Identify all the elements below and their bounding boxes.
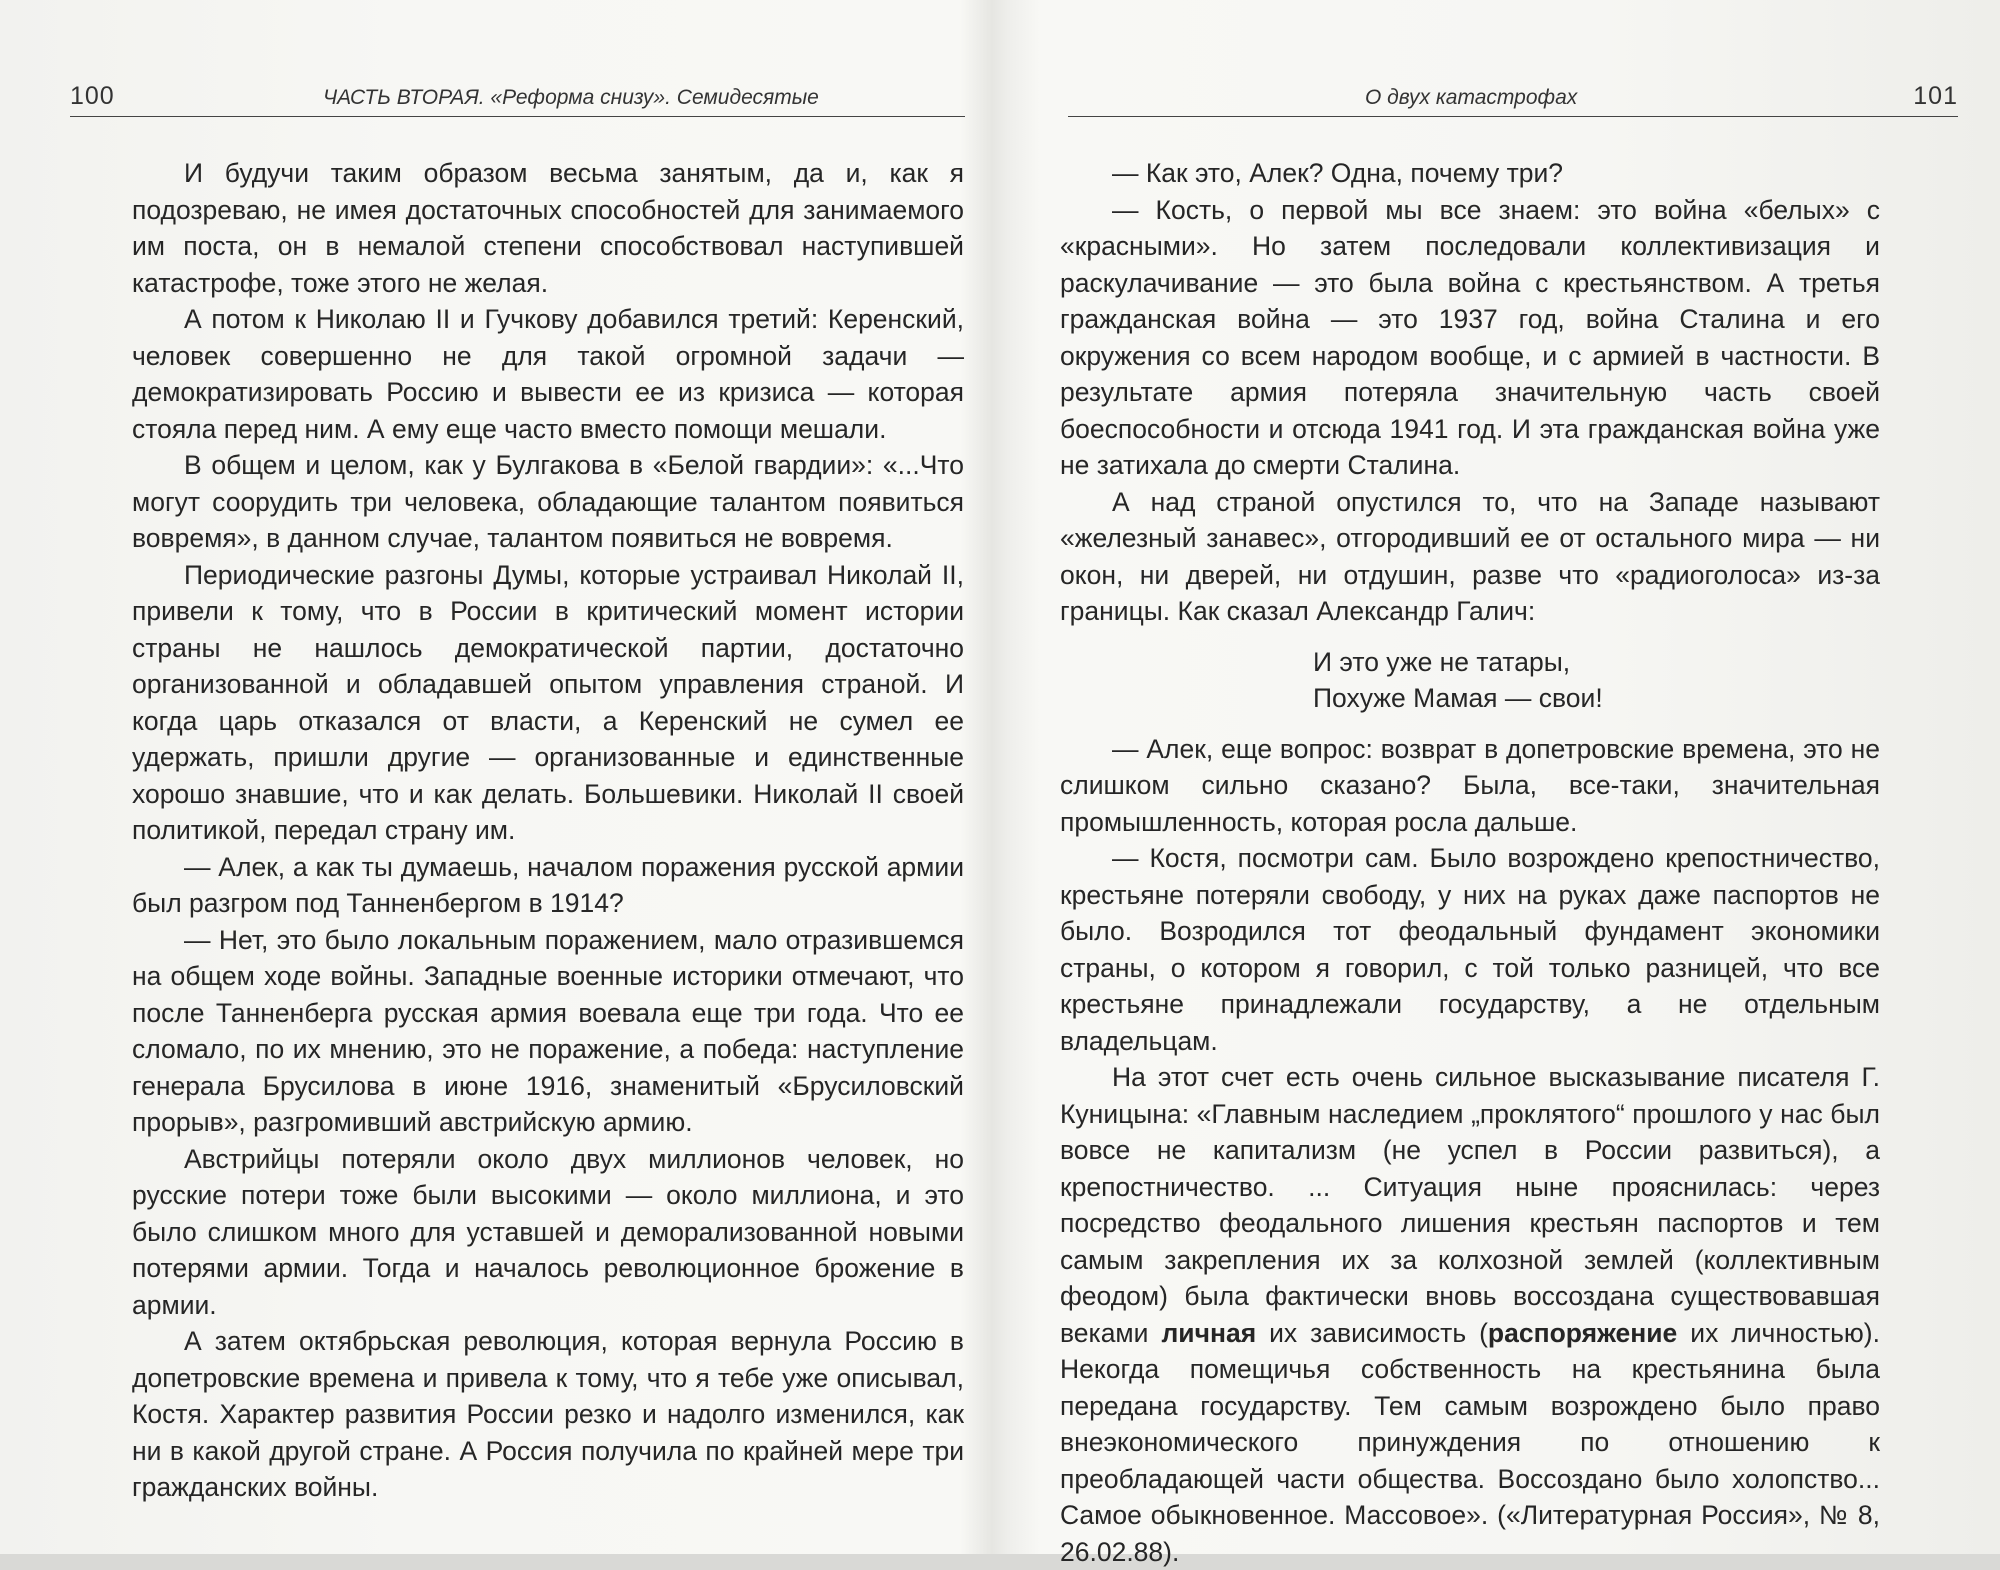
left-page (0, 0, 1000, 1554)
poem-quote (1060, 644, 1880, 717)
quote-text: их личностью). Некогда помещичья собственность на крестьянина была передана государству. Тем самым возрождено было право внеэкономического принуждения по отношению к преобладающей части общества. Воссоздано было холопство... Самое обыкновенное. Массовое». («Литературная Россия», № 8, 26.02.88). (1060, 1317, 1880, 1567)
running-head: О двух катастрофах (1365, 86, 1578, 109)
paragraph: А над страной опустился то, что на Западе называют «железный занавес», отгородивший ее от остального мира — ни окон, ни дверей, ни отдушин, разве что «радиоголоса» из-за границы. Как сказал Александр Галич: (1060, 486, 1880, 626)
bold-word: личная (1161, 1317, 1257, 1348)
paragraph: И будучи таким образом весьма занятым, да и, как я подозреваю, не имея достаточных способностей для занимаемого им поста, он в немалой степени способствовал наступившей катастрофе, тоже этого не желая. (132, 158, 964, 298)
quote-text: На этот счет есть очень сильное высказывание писателя Г. Куницына: «Главным наследием „проклятого“ прошлого у нас был вовсе не капитализм (не успел в России развиться), а крепостничество. ... Ситуация ныне прояснилась: через посредство феодального лишения крестьян паспортов и тем самым закрепления их за колхозной землей (коллективным феодом) была фактически вновь воссоздана существовавшая веками (1060, 1062, 1880, 1348)
paragraph: — Нет, это было локальным поражением, мало отразившемся на общем ходе войны. Западные военные историки отмечают, что после Танненберга русская армия воевала еще три года. Что ее сломало, по их мнению, это не поражение, а победа: наступление генерала Брусилова в июне 1916, знаменитый «Брусиловский прорыв», разгромивший австрийскую армию. (132, 924, 964, 1137)
left-page-header (70, 82, 965, 117)
paragraph: Австрийцы потеряли около двух миллионов человек, но русские потери тоже были высокими — около миллиона, и это было слишком много для уставшей и деморализованной новыми потерями армии. Тогда и началось революционное брожение в армии. (132, 1143, 964, 1320)
quote-text: их зависимость ( (1256, 1317, 1488, 1348)
paragraph: — Костя, посмотри сам. Было возрождено крепостничество, крестьяне потеряли свободу, у них на руках даже паспортов не было. Возродился тот феодальный фундамент экономики страны, о котором я говорил, с той только разницей, что все крестьяне принадлежали государству, а не отдельным владельцам. (1060, 843, 1880, 1056)
paragraph: Периодические разгоны Думы, которые устраивал Николай II, привели к тому, что в России в критический момент истории страны не нашлось демократической партии, достаточно организованной и обладавшей опытом управления страной. И когда царь отказался от власти, а Керенский не сумел ее удержать, пришли другие — организованные и единственные хорошо знавшие, что и как делать. Большевики. Николай II своей политикой, передал страну им. (132, 559, 964, 845)
paragraph: — Кость, о первой мы все знаем: это война «белых» с «красными». Но затем последовали коллективизация и раскулачивание — это была война с крестьянством. А третья гражданская война — это 1937 год, война Сталина и его окружения со всем народом вообще, и с армией в частности. В результате армия потеряла значительную часть своей боеспособности и отсюда 1941 год. И эта гражданская война уже не затихала до смерти Сталина. (1060, 194, 1880, 480)
poem-line: И это уже не татары, (1313, 646, 1571, 677)
paragraph: А затем октябрьская революция, которая вернула Россию в допетровские времена и привела к тому, что я тебе уже описывал, Костя. Характер развития России резко и надолго изменился, как ни в какой другой стране. А Россия получила по крайней мере три гражданских войны. (132, 1326, 964, 1502)
paragraph: — Алек, еще вопрос: возврат в допетровские времена, это не слишком сильно сказано? Была, все-таки, значительная промышленность, которая росла дальше. (1060, 733, 1880, 837)
paragraph: — Алек, а как ты думаешь, началом поражения русской армии был разгром под Танненбергом в 1914? (132, 851, 964, 918)
left-page-body (132, 155, 964, 1506)
paragraph: В общем и целом, как у Булгакова в «Белой гвардии»: «...Что могут соорудить три человека, обладающие талантом появиться вовремя», в данном случае, талантом появиться не вовремя. (132, 450, 964, 553)
poem-line: Похуже Мамая — свои! (1313, 683, 1603, 713)
bold-word: распоряжение (1487, 1317, 1678, 1348)
paragraph: А потом к Николаю II и Гучкову добавился третий: Керенский, человек совершенно не для такой огромной задачи — демократизировать Россию и вывести ее из кризиса — которая стояла перед ним. А ему еще часто вместо помощи мешали. (132, 304, 964, 444)
quote-paragraph (1060, 1059, 1880, 1570)
paragraph: — Как это, Алек? Одна, почему три? (1112, 158, 1563, 188)
page-number: 100 (70, 82, 115, 110)
page-number: 101 (1913, 82, 1958, 110)
right-page-header (1068, 82, 1958, 117)
right-page (1000, 0, 2000, 1567)
right-page-body (1060, 155, 1880, 1570)
running-head: ЧАСТЬ ВТОРАЯ. «Реформа снизу». Семидесятые (323, 86, 819, 109)
